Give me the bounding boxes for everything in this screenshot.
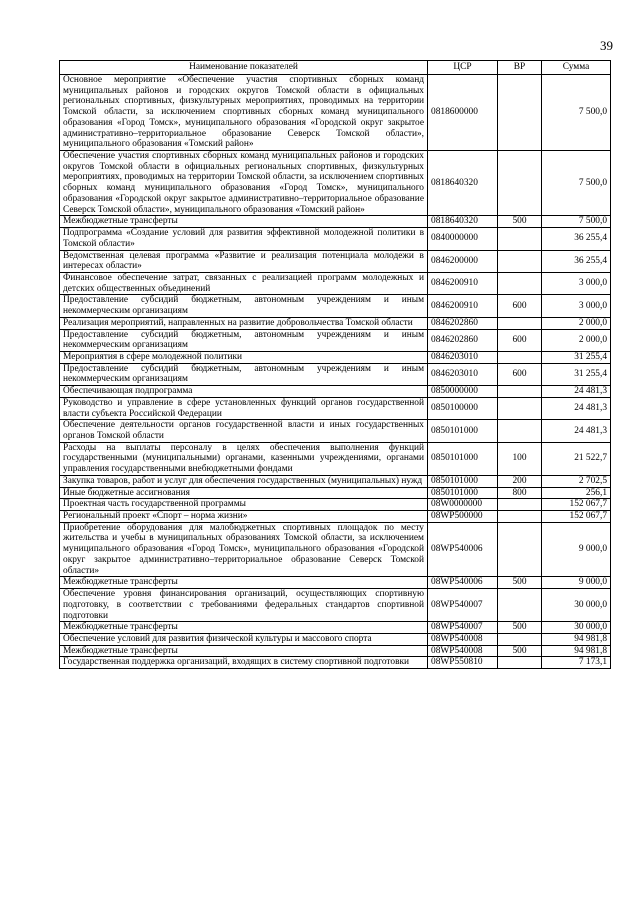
cell-csr: 0850100000	[428, 397, 498, 419]
cell-sum: 30 000,0	[542, 589, 611, 622]
table-row	[60, 589, 611, 622]
cell-csr: 0846200910	[428, 272, 498, 294]
table-row	[60, 386, 611, 398]
header-sum: Сумма	[542, 61, 611, 75]
cell-vr	[498, 75, 542, 151]
cell-vr: 800	[498, 487, 542, 499]
cell-sum: 31 255,4	[542, 363, 611, 385]
table-row	[60, 657, 611, 669]
cell-name: Обеспечение участия спортивных сборных команд муниципальных районов и городских округов Томской области в официальных региональных спортивных, физкультурных мероприятиях, проводимых на территории Томской области, за исключением спортивных сборных команд муниципального образования «Город Томск», муниципального образования «Городской округ закрытое административно–территориальное образование Северск Томской области», муниципального образования «Томский район»	[60, 151, 428, 216]
cell-csr: 08WP540007	[428, 589, 498, 622]
cell-name: Подпрограмма «Создание условий для развития эффективной молодежной политики в Томской области»	[60, 228, 428, 250]
cell-name: Государственная поддержка организаций, входящих в систему спортивной подготовки	[60, 657, 428, 669]
cell-vr	[498, 633, 542, 645]
cell-vr: 500	[498, 577, 542, 589]
cell-name: Обеспечение условий для развития физической культуры и массового спорта	[60, 633, 428, 645]
header-name: Наименование показателей	[60, 61, 428, 75]
cell-vr: 200	[498, 475, 542, 487]
cell-csr: 08WP500000	[428, 511, 498, 523]
table-row	[60, 475, 611, 487]
table-row	[60, 633, 611, 645]
cell-csr: 0846203010	[428, 351, 498, 363]
table-row	[60, 363, 611, 385]
cell-sum: 21 522,7	[542, 442, 611, 475]
table-row	[60, 351, 611, 363]
cell-vr	[498, 420, 542, 442]
cell-vr	[498, 250, 542, 272]
cell-csr: 08WP540006	[428, 522, 498, 577]
page-number: 39	[600, 38, 613, 53]
cell-vr	[498, 228, 542, 250]
cell-name: Ведомственная целевая программа «Развитие и реализация потенциала молодежи в интересах области»	[60, 250, 428, 272]
cell-csr: 08W0000000	[428, 499, 498, 511]
cell-csr: 08WP540008	[428, 645, 498, 657]
cell-sum: 3 000,0	[542, 295, 611, 317]
cell-csr: 08WP540008	[428, 633, 498, 645]
cell-name: Обеспечение деятельности органов государственной власти и иных государственных органов Томской области	[60, 420, 428, 442]
cell-vr: 600	[498, 295, 542, 317]
cell-sum: 94 981,8	[542, 645, 611, 657]
cell-sum: 31 255,4	[542, 351, 611, 363]
cell-sum: 24 481,3	[542, 386, 611, 398]
header-vr: ВР	[498, 61, 542, 75]
cell-name: Предоставление субсидий бюджетным, автономным учреждениям и иным некоммерческим организациям	[60, 295, 428, 317]
cell-name: Предоставление субсидий бюджетным, автономным учреждениям и иным некоммерческим организациям	[60, 363, 428, 385]
table-row	[60, 420, 611, 442]
cell-csr: 0850000000	[428, 386, 498, 398]
cell-sum: 7 500,0	[542, 216, 611, 228]
cell-csr: 0846202860	[428, 317, 498, 329]
cell-name: Межбюджетные трансферты	[60, 577, 428, 589]
table-row	[60, 622, 611, 634]
budget-table	[59, 60, 611, 669]
cell-sum: 2 000,0	[542, 329, 611, 351]
cell-name: Расходы на выплаты персоналу в целях обеспечения выполнения функций государственными (муниципальными) органами, казенными учреждениями, органами управления государственными внебюджетными фондами	[60, 442, 428, 475]
cell-csr: 0850101000	[428, 420, 498, 442]
cell-csr: 0846202860	[428, 329, 498, 351]
cell-name: Обеспечение уровня финансирования организаций, осуществляющих спортивную подготовку, в соответствии с требованиями федеральных стандартов спортивной подготовки	[60, 589, 428, 622]
cell-vr	[498, 272, 542, 294]
cell-name: Мероприятия в сфере молодежной политики	[60, 351, 428, 363]
table-row	[60, 522, 611, 577]
cell-csr: 0818640320	[428, 216, 498, 228]
table-row	[60, 250, 611, 272]
cell-sum: 3 000,0	[542, 272, 611, 294]
cell-sum: 7 500,0	[542, 151, 611, 216]
cell-csr: 0846200000	[428, 250, 498, 272]
cell-vr: 500	[498, 216, 542, 228]
table-row	[60, 295, 611, 317]
cell-vr: 600	[498, 329, 542, 351]
cell-name: Межбюджетные трансферты	[60, 622, 428, 634]
cell-name: Реализация мероприятий, направленных на развитие добровольчества Томской области	[60, 317, 428, 329]
table-row	[60, 577, 611, 589]
cell-vr	[498, 657, 542, 669]
cell-name: Обеспечивающая подпрограмма	[60, 386, 428, 398]
cell-csr: 0846203010	[428, 363, 498, 385]
cell-csr: 0840000000	[428, 228, 498, 250]
cell-name: Финансовое обеспечение затрат, связанных с реализацией программ молодежных и детских общественных объединений	[60, 272, 428, 294]
cell-vr	[498, 499, 542, 511]
table-row	[60, 317, 611, 329]
cell-sum: 2 000,0	[542, 317, 611, 329]
cell-vr: 600	[498, 363, 542, 385]
cell-name: Руководство и управление в сфере установленных функций органов государственной власти субъекта Российской Федерации	[60, 397, 428, 419]
cell-sum: 36 255,4	[542, 250, 611, 272]
cell-sum: 9 000,0	[542, 577, 611, 589]
cell-sum: 152 067,7	[542, 511, 611, 523]
table-row	[60, 511, 611, 523]
table-row	[60, 487, 611, 499]
table-row	[60, 151, 611, 216]
cell-vr	[498, 397, 542, 419]
cell-csr: 0818600000	[428, 75, 498, 151]
cell-vr: 100	[498, 442, 542, 475]
cell-csr: 0850101000	[428, 487, 498, 499]
header-csr: ЦСР	[428, 61, 498, 75]
cell-sum: 256,1	[542, 487, 611, 499]
table-row	[60, 397, 611, 419]
cell-name: Закупка товаров, работ и услуг для обеспечения государственных (муниципальных) нужд	[60, 475, 428, 487]
cell-csr: 0818640320	[428, 151, 498, 216]
cell-name: Проектная часть государственной программы	[60, 499, 428, 511]
cell-name: Основное мероприятие «Обеспечение участия спортивных сборных команд муниципальных районов и городских округов Томской области в официальных региональных спортивных, физкультурных мероприятиях, проводимых на территории Томской области, за исключением спортивных сборных команд муниципального образования «Город Томск», муниципального образования «Городской округ закрытое административно–территориальное образование Северск Томской области», муниципального образования «Томский район»	[60, 75, 428, 151]
cell-name: Предоставление субсидий бюджетным, автономным учреждениям и иным некоммерческим организациям	[60, 329, 428, 351]
table-row	[60, 442, 611, 475]
table-row	[60, 329, 611, 351]
cell-vr	[498, 317, 542, 329]
table-row	[60, 499, 611, 511]
cell-csr: 0850101000	[428, 475, 498, 487]
cell-sum: 24 481,3	[542, 420, 611, 442]
cell-sum: 30 000,0	[542, 622, 611, 634]
table-row	[60, 645, 611, 657]
cell-vr	[498, 589, 542, 622]
cell-csr: 08WP540006	[428, 577, 498, 589]
cell-vr: 500	[498, 645, 542, 657]
cell-sum: 24 481,3	[542, 397, 611, 419]
cell-name: Межбюджетные трансферты	[60, 645, 428, 657]
cell-name: Региональный проект «Спорт – норма жизни»	[60, 511, 428, 523]
cell-vr	[498, 511, 542, 523]
cell-name: Межбюджетные трансферты	[60, 216, 428, 228]
cell-csr: 08WP550810	[428, 657, 498, 669]
cell-sum: 2 702,5	[542, 475, 611, 487]
cell-sum: 7 173,1	[542, 657, 611, 669]
cell-sum: 94 981,8	[542, 633, 611, 645]
cell-vr	[498, 151, 542, 216]
table-header-row	[60, 61, 611, 75]
table-body	[60, 75, 611, 669]
cell-name: Приобретение оборудования для малобюджетных спортивных площадок по месту жительства и учебы в муниципальных образованиях Томской области, за исключением муниципального образования «Город Томск», муниципального образования «Городской округ закрытое административно–территориальное образование Северск Томской области»	[60, 522, 428, 577]
cell-sum: 9 000,0	[542, 522, 611, 577]
cell-vr	[498, 522, 542, 577]
cell-vr	[498, 351, 542, 363]
table-row	[60, 75, 611, 151]
cell-vr	[498, 386, 542, 398]
cell-csr: 08WP540007	[428, 622, 498, 634]
table-row	[60, 272, 611, 294]
table-row	[60, 216, 611, 228]
cell-vr: 500	[498, 622, 542, 634]
cell-sum: 36 255,4	[542, 228, 611, 250]
cell-name: Иные бюджетные ассигнования	[60, 487, 428, 499]
table-row	[60, 228, 611, 250]
cell-csr: 0846200910	[428, 295, 498, 317]
cell-sum: 152 067,7	[542, 499, 611, 511]
cell-sum: 7 500,0	[542, 75, 611, 151]
cell-csr: 0850101000	[428, 442, 498, 475]
